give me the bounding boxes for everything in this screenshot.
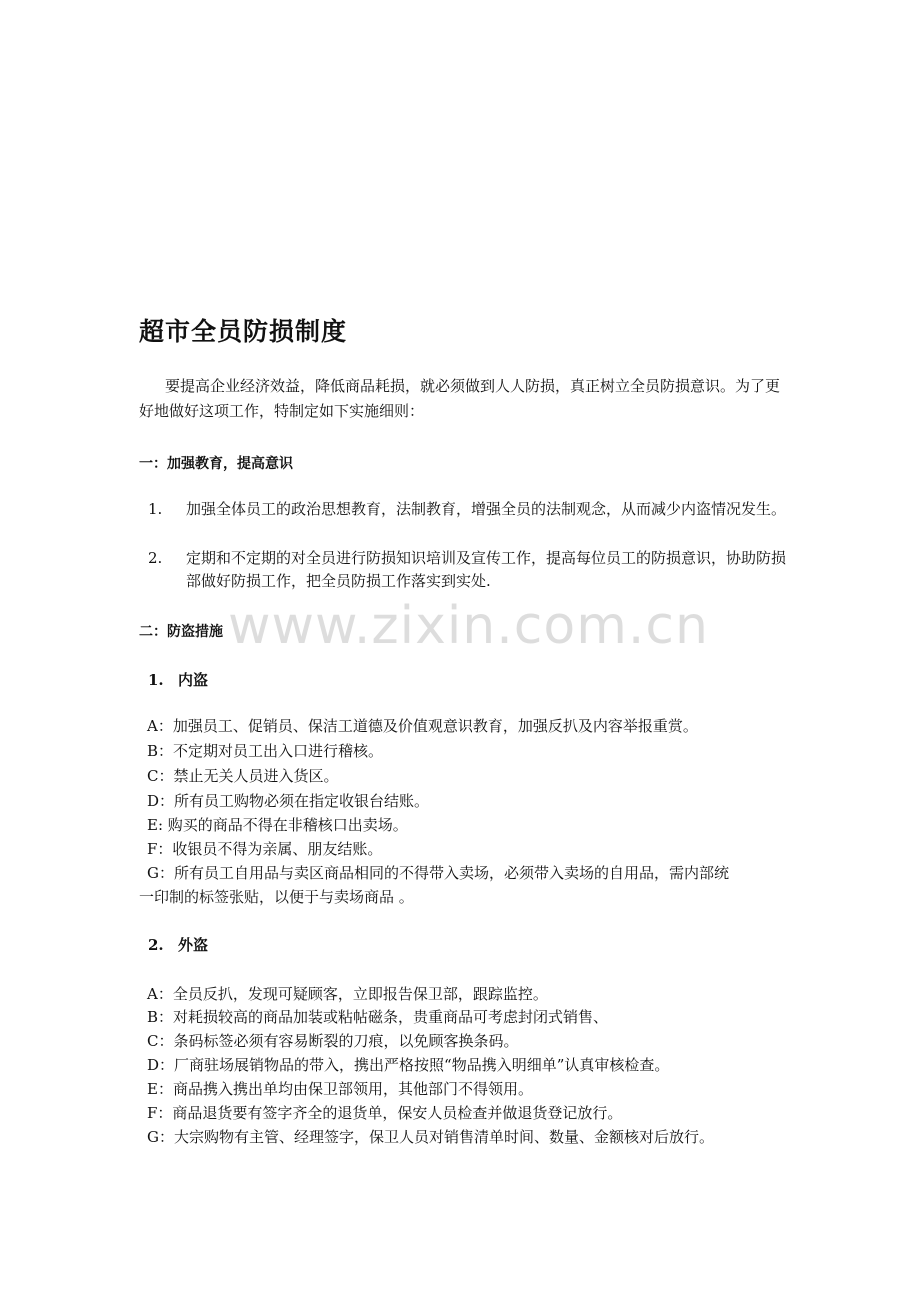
subsection-label: 内盗 <box>178 671 209 689</box>
list-item-continuation: 一印制的标签张贴，以便于与卖场商品 。 <box>139 888 414 906</box>
list-item-text: 定期和不定期的对全员进行防损知识培训及宣传工作，提高每位员工的防损意识，协助防损部做好防损工作，把全员防损工作落实到实处. <box>186 549 787 590</box>
list-item: B：对耗损较高的商品加装或粘帖磁条，贵重商品可考虑封闭式销售、 <box>147 1008 609 1026</box>
list-item <box>148 547 788 593</box>
subsection-heading-external <box>148 934 208 955</box>
list-item: C：禁止无关人员进入货区。 <box>147 767 339 785</box>
section-heading-theft-prevention: 二：防盗措施 <box>139 624 223 640</box>
document-title: 超市全员防损制度 <box>139 317 348 346</box>
list-item: G：大宗购物有主管、经理签字，保卫人员对销售清单时间、数量、金额核对后放行。 <box>147 1128 714 1146</box>
subsection-label: 外盗 <box>178 936 209 954</box>
list-item: B：不定期对员工出入口进行稽核。 <box>147 742 384 760</box>
list-item: D：所有员工购物必须在指定收银台结账。 <box>147 792 430 810</box>
list-item: A：全员反扒，发现可疑顾客，立即报告保卫部，跟踪监控。 <box>147 985 548 1003</box>
subsection-number: 2. <box>148 936 164 954</box>
watermark: www.zixin.com.cn <box>228 596 709 656</box>
subsection-number: 1. <box>148 671 164 689</box>
list-item-text: 加强全体员工的政治思想教育，法制教育，增强全员的法制观念，从而减少内盗情况发生。 <box>186 500 787 518</box>
list-item-number: 2. <box>148 549 163 567</box>
section-heading-education: 一：加强教育，提高意识 <box>139 456 293 472</box>
list-item: E: 购买的商品不得在非稽核口出卖场。 <box>147 816 408 834</box>
list-item: F：收银员不得为亲属、朋友结账。 <box>147 840 383 858</box>
list-item: C：条码标签必须有容易断裂的刀痕，以免顾客换条码。 <box>147 1032 519 1050</box>
list-item: E：商品携入携出单均由保卫部领用，其他部门不得领用。 <box>147 1080 533 1098</box>
subsection-heading-internal <box>148 669 208 690</box>
list-item: A：加强员工、促销员、保洁工道德及价值观意识教育，加强反扒及内容举报重赏。 <box>147 717 698 735</box>
list-item: G：所有员工自用品与卖区商品相同的不得带入卖场，必须带入卖场的自用品，需内部统 <box>147 864 729 882</box>
list-item: F：商品退货要有签字齐全的退货单，保安人员检查并做退货登记放行。 <box>147 1104 623 1122</box>
intro-paragraph: 要提高企业经济效益，降低商品耗损，就必须做到人人防损，真正树立全员防损意识。为了更好地做好这项工作，特制定如下实施细则： <box>139 377 781 420</box>
list-item: D：厂商驻场展销物品的带入，携出严格按照“物品携入明细单”认真审核检查。 <box>147 1056 670 1074</box>
list-item <box>148 498 788 521</box>
list-item-number: 1. <box>148 500 163 518</box>
